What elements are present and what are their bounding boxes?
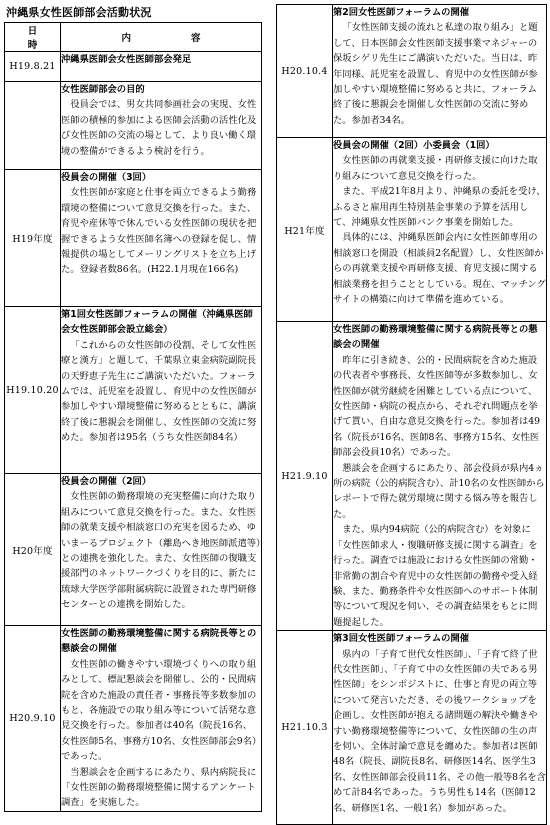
header-content: 内容 xyxy=(61,23,262,52)
row-content xyxy=(61,170,262,307)
row-date: H19.10.20 xyxy=(5,307,61,474)
row-content xyxy=(61,52,262,82)
row-title: 女性医師の勤務環境整備に関する病院長等との懇談会の開催 xyxy=(333,324,538,351)
row-content xyxy=(61,82,262,170)
row-content xyxy=(61,307,262,474)
table-header-row xyxy=(5,23,262,52)
row-content xyxy=(333,322,547,631)
row-body-2: 当懇談会を企画するにあたり、県内病院長に「女性医師の勤務環境整備に関するアンケート調査」を実施した。 xyxy=(61,766,257,809)
row-title: 女性医師部会の目的 xyxy=(61,84,145,95)
table-row xyxy=(5,307,262,474)
table-row xyxy=(277,5,547,138)
table-row xyxy=(277,631,547,825)
row-body: 役員会では、男女共同参画社会の実現、女性医師の積極的参加による医師会活動の活性化及び女性医師の交流の場として、より良い働く環境の整備ができるよう検討を行う。 xyxy=(61,99,257,157)
row-body: 県内の「子育て世代女性医師」、「子育て終了世代女性医師」、「子育て中の女性医師の夫である男性医師」をシンポジストに、仕事と育児の両立等について発言いただき、その後ワークショップを企画し、女性医師が抱える諸問題の解決や働きやすい勤務環境整備等について、女性医師の生の声を伺い、全体討論で意見を纏めた。参加者は医師48名（院長、副院長8名、研修医14名、医学生3名、女性医師部会役員11名、その他一般等8名を含めて計84名であった。うち男性も14名（医師12名、研修医1名、一般1名）参加があった。 xyxy=(333,648,546,814)
row-date: H20.10.4 xyxy=(277,5,333,138)
row-title: 第1回女性医師フォーラムの開催（沖縄県医師会女性医師部会設立総会） xyxy=(61,309,253,336)
row-title: 第2回女性医師フォーラムの開催 xyxy=(333,7,470,18)
row-date: H21.10.3 xyxy=(277,631,333,825)
row-title: 役員会の開催（2回） xyxy=(61,476,152,487)
row-body: 女性医師の再就業支援・再研修支援に向けた取り組みについて意見交換を行った。 xyxy=(333,155,538,182)
row-body: 女性医師が家庭と仕事を両立できるよう勤務環境の整備について意見交換を行った。また、育児や産休等で休んでいる女性医師の現状を把握できるよう女性医師名簿への登録を促し、情報提供の場としてメーリングリストを立ち上げた。登録者数86名。(H22.1月現在166名) xyxy=(61,187,257,276)
table-row xyxy=(5,626,262,812)
row-body: 「女性医師支援の流れと私達の取り組み」と題して、日本医師会女性医師支援事業マネジャーの保坂シゲリ先生にご講演いただいた。当日は、昨年同様、託児室を設置し、育児中の女性医師が参加しやすい環境整備に努めると共に、フォーラム終了後に懇親会を開催し女性医師の交流に努めた。参加者34名。 xyxy=(333,22,538,126)
row-body-3: 具体的には、沖縄県医師会内に女性医師専用の相談窓口を開設（相談員2名配置）し、女性医師からの再就業支援や再研修支援、育児支援に関する相談業務を担うこととしている。現在、マッチングサイトの構築に向けて準備を進めている。 xyxy=(333,232,546,306)
row-date: H19年度 xyxy=(5,170,61,307)
row-title: 女性医師の勤務環境整備に関する病院長等との懇談会の開催 xyxy=(61,628,257,655)
table-row xyxy=(5,82,262,170)
row-date: H20年度 xyxy=(5,474,61,626)
row-content xyxy=(61,474,262,626)
row-date: H20.9.10 xyxy=(5,626,61,812)
table-row xyxy=(5,52,262,82)
row-content xyxy=(61,626,262,812)
row-date: H21.9.10 xyxy=(277,322,333,631)
table-row xyxy=(5,170,262,307)
row-content xyxy=(333,138,547,322)
row-body: 昨年に引き続き、公的・民間病院を含めた施設の代表者や事務長、女性医師等が多数参加し、女性医師が就労継続を困難としている点について、女性医師・病院の視点から、それぞれ問題点を挙げて貰い、自由な意見交換を行った。参加者は49名（院長が16名、医師8名、事務方15名、女性医師部会役員10名）であった。 xyxy=(333,354,541,459)
table-row xyxy=(5,474,262,626)
row-title: 第3回女性医師フォーラムの開催 xyxy=(333,633,470,645)
activity-table-left xyxy=(4,22,262,812)
activity-table-right xyxy=(276,4,547,825)
row-date: H21年度 xyxy=(277,138,333,322)
table-row xyxy=(277,322,547,631)
table-row xyxy=(277,138,547,322)
row-body: 女性医師の働きやすい環境づくりへの取り組みとして、標記懇談会を開催し、公的・民間病院を含めた施設の責任者・事務長等多数参加のもと、各施設での取り組み等について活発な意見交換を行った。参加者は40名（院長16名、女性医師5名、事務方10名、女性医師部会9名）であった。 xyxy=(61,658,257,763)
row-title: 沖縄県医師会女性医師部会発足 xyxy=(61,54,192,65)
row-body: 「これからの女性医師の役割、そして女性医療と漢方」と題して、千葉県立東金病院副院長の天野恵子先生にご講演いただいた。フォーラムでは、託児室を設置し、育児中の女性医師が参加しやすい環境整備に努めるとともに、講演終了後に懇親会を開催し、女性医師の交流に努めた。参加者は95名（うち女性医師84名） xyxy=(61,339,257,444)
row-body-2: 懇談会を企画するにあたり、部会役員が県内4ヵ所の病院（公的病院含む）、計10名の女性医師からレポートで得た就労環境に関する悩み等を報告した。 xyxy=(333,462,545,520)
row-content xyxy=(333,5,547,138)
row-date xyxy=(5,82,61,170)
document-title: 沖縄県女性医師部会活動状況 xyxy=(6,6,152,19)
row-title: 役員会の開催（3回） xyxy=(61,172,152,183)
row-body-3: また、県内94病院（公的病院含む）を対象に「女性医師求人・復職研修支援に関する調査」を行った。調査では施設における女性医師の常勤・非常勤の割合や育児中の女性医師の勤務や受入経験、また、勤務条件や女性医師へのサポート体制等について現況を伺い、その調査結果をもとに問題提起した。 xyxy=(333,524,538,628)
row-content xyxy=(333,631,547,825)
row-date: H19.8.21 xyxy=(5,52,61,82)
row-title: 役員会の開催（2回）小委員会（1回） xyxy=(333,140,495,151)
row-body: 女性医師の勤務環境の充実整備に向けた取り組みについて意見交換を行った。また、女性医師の就業支援や相談窓口の充実を図るため、ゆいまーるプロジェクト（離島へき地医師派遣等）との連携を強化した。また、女性医師の復職支援部門のネットワークづくりを目的に、新たに琉球大学医学部附属病院に設置された専門研修センターとの連携を開始した。 xyxy=(61,491,261,611)
header-date: 日時 xyxy=(5,23,61,52)
row-body-2: また、平成21年8月より、沖縄県の委託を受け、ふるさと雇用再生特別基金事業の予算を活用して、沖縄県女性医師バンク事業を開始した。 xyxy=(333,186,546,229)
